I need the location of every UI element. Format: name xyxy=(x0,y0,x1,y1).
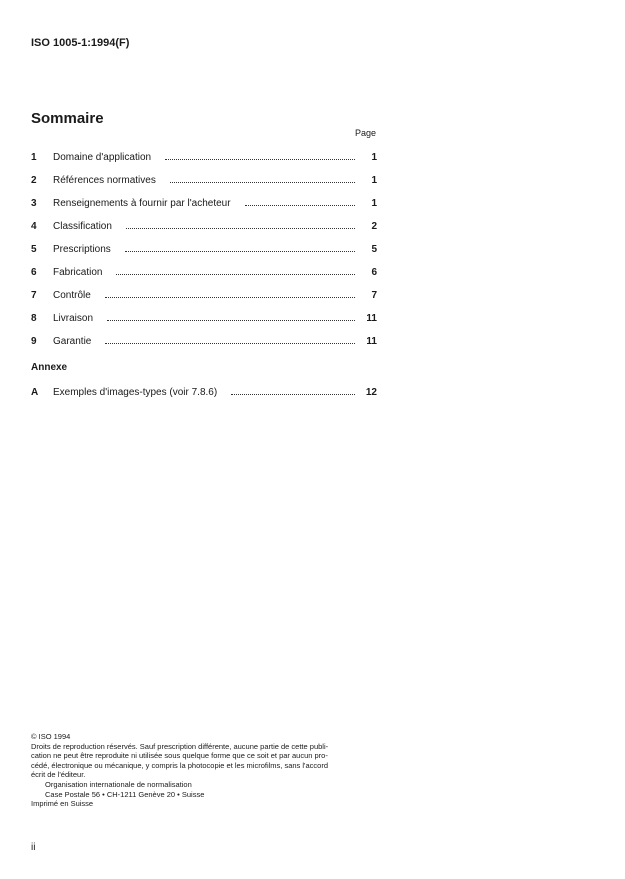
toc-entry-page: 1 xyxy=(371,175,377,186)
toc-leader-dots xyxy=(245,204,355,206)
page-column-label: Page xyxy=(355,128,377,138)
toc-leader-dots xyxy=(105,296,355,298)
copyright-text: écrit de l'éditeur. xyxy=(31,770,86,780)
toc-entry-number: 7 xyxy=(31,290,37,301)
toc-leader-dots xyxy=(125,250,355,252)
toc-entry-number: 8 xyxy=(31,313,37,324)
annex-entry-title: Exemples d'images-types (voir 7.8.6) xyxy=(53,387,218,398)
toc-leader-dots xyxy=(116,273,355,275)
contents-heading: Sommaire xyxy=(31,110,104,127)
toc-entry-page: 1 xyxy=(371,198,377,209)
organization-address: Case Postale 56 • CH-1211 Genève 20 • Suisse xyxy=(45,789,205,799)
toc-entry-page: 5 xyxy=(371,244,377,255)
toc-entry[interactable] xyxy=(31,310,377,324)
toc-leader-dots xyxy=(105,342,355,344)
toc-leader-dots xyxy=(165,158,355,160)
toc-entry-title: Domaine d'application xyxy=(53,152,152,163)
organization-name: Organisation internationale de normalisation xyxy=(45,779,192,789)
toc-leader-dots xyxy=(126,227,355,229)
toc-leader-dots xyxy=(170,181,355,183)
copyright-text: Droits de reproduction réservés. Sauf prescription différente, aucune partie de cette publi- xyxy=(31,741,329,751)
toc-entry-title: Fabrication xyxy=(53,267,103,278)
toc-entry[interactable] xyxy=(31,172,377,186)
toc-entry-page: 2 xyxy=(371,221,377,232)
toc-entry[interactable] xyxy=(31,195,377,209)
toc-entry-title: Contrôle xyxy=(53,290,91,301)
document-id: ISO 1005-1:1994(F) xyxy=(31,37,130,49)
toc-entry[interactable] xyxy=(31,241,377,255)
printed-location: Imprimé en Suisse xyxy=(31,799,94,809)
annex-heading: Annexe xyxy=(31,362,68,373)
toc-entry-number: 4 xyxy=(31,221,37,232)
toc-entry-number: 2 xyxy=(31,175,37,186)
toc-entry[interactable] xyxy=(31,149,377,163)
toc-entry-page: 11 xyxy=(366,336,377,347)
copyright-notice xyxy=(31,732,381,809)
toc-entry-title: Classification xyxy=(53,221,112,232)
toc-entry-title: Références normatives xyxy=(53,175,156,186)
toc-entry[interactable] xyxy=(31,333,377,347)
annex-entry-page: 12 xyxy=(365,387,377,398)
toc-entry[interactable] xyxy=(31,287,377,301)
toc-entry-number: 6 xyxy=(31,267,37,278)
toc-entry-number: 1 xyxy=(31,152,37,163)
toc-entry-page: 7 xyxy=(371,290,377,301)
toc-entry-page: 1 xyxy=(371,152,377,163)
annex-entry-letter: A xyxy=(31,387,39,398)
toc-entry-title: Renseignements à fournir par l'acheteur xyxy=(53,198,231,209)
toc-entry-page: 11 xyxy=(366,313,377,324)
toc-entry-number: 9 xyxy=(31,336,37,347)
toc-entry-page: 6 xyxy=(371,267,377,278)
toc-entry-title: Prescriptions xyxy=(53,244,111,255)
toc-entry-number: 3 xyxy=(31,198,37,209)
page-number: ii xyxy=(31,842,36,853)
toc-leader-dots xyxy=(107,319,355,321)
toc-entry-number: 5 xyxy=(31,244,37,255)
copyright-text: cation ne peut être reproduite ni utilisée sous quelque forme que ce soit et par aucun pro- xyxy=(31,751,328,761)
toc-entry-title: Livraison xyxy=(53,313,94,324)
copyright-text: cédé, électronique ou mécanique, y compris la photocopie et les microfilms, sans l'accord xyxy=(31,760,328,770)
toc-entry[interactable] xyxy=(31,218,377,232)
copyright-line: © ISO 1994 xyxy=(31,732,71,741)
toc-leader-dots xyxy=(231,393,355,395)
toc-entry-title: Garantie xyxy=(53,336,92,347)
annex-entry[interactable] xyxy=(31,384,377,398)
toc-entry[interactable] xyxy=(31,264,377,278)
